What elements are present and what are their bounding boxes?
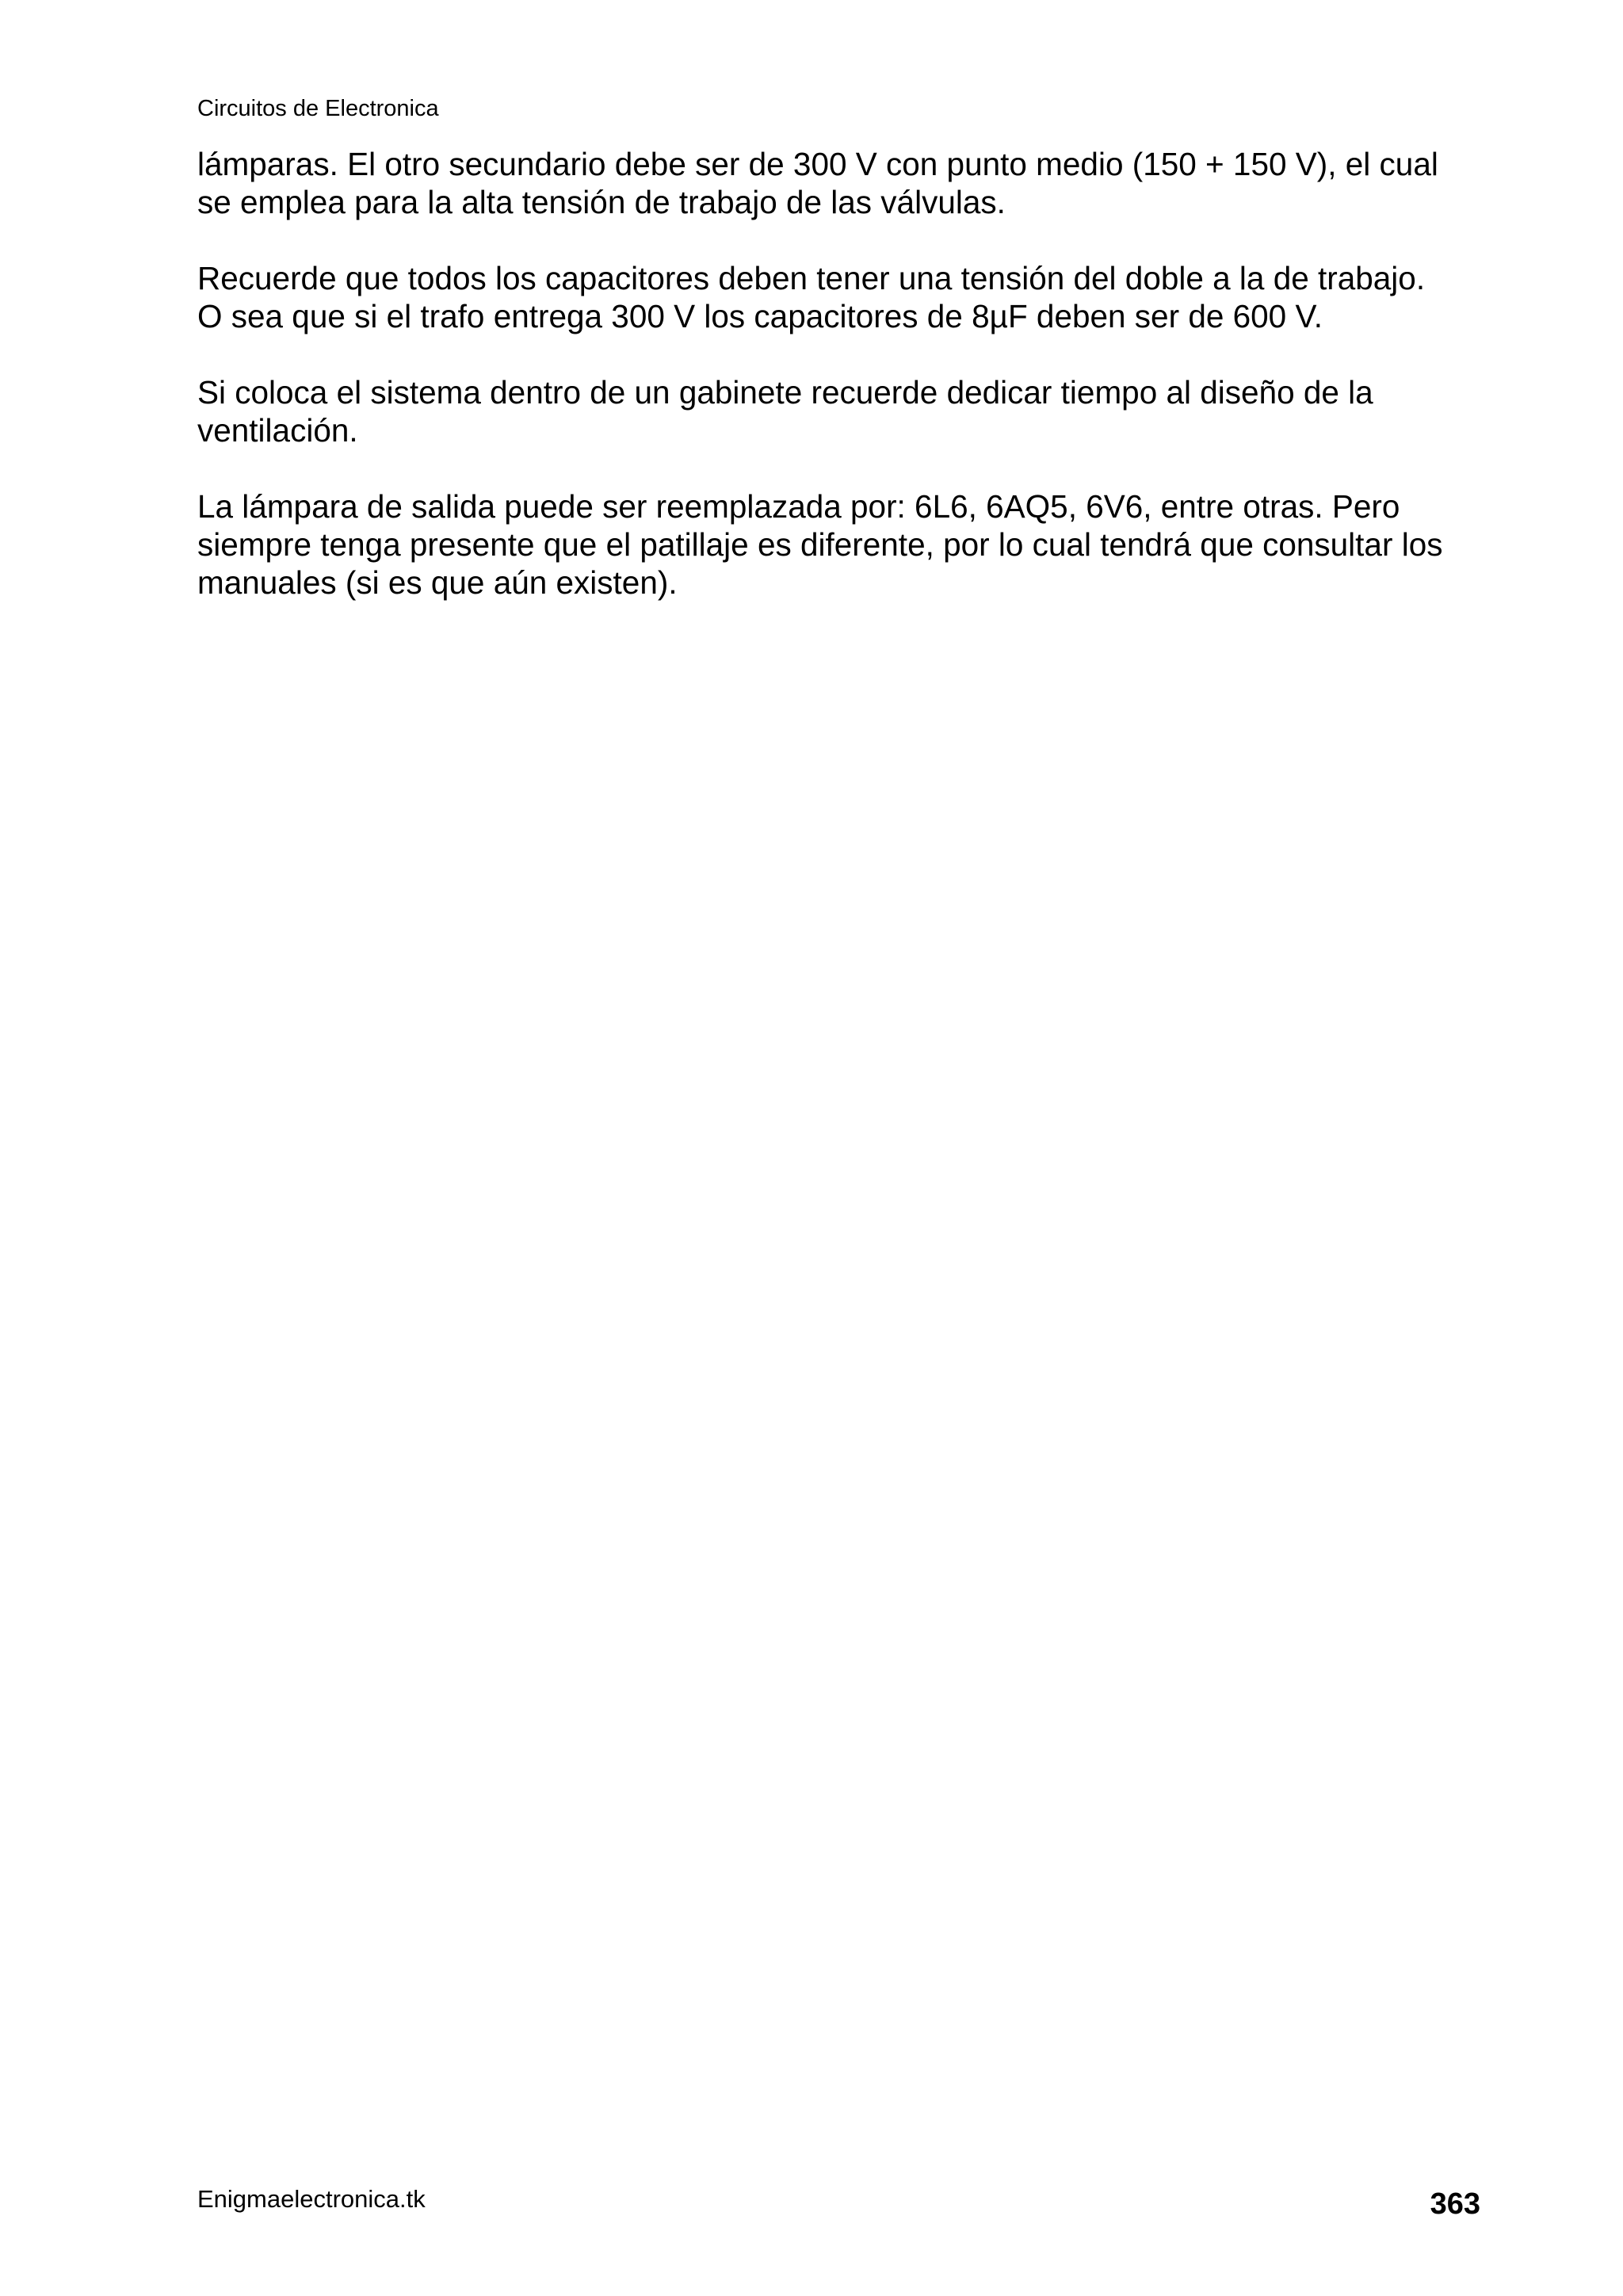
footer-site: Enigmaelectronica.tk [197,2185,426,2213]
running-header: Circuitos de Electronica [197,96,439,121]
paragraph-1-line-2: se emplea para la alta tensión de trabajo de las válvulas. [197,184,1006,220]
paragraph-3-line-2: ventilación. [197,412,358,449]
paragraph-4-line-3: manuales (si es que aún existen). [197,564,678,601]
paragraph-2-line-1: Recuerde que todos los capacitores deben tener una tensión del doble a la de trabajo. [197,260,1426,296]
paragraph-3 [197,373,1497,449]
paragraph-2-line-2: O sea que si el trafo entrega 300 V los capacitores de 8µF deben ser de 600 V. [197,298,1323,334]
paragraph-2 [197,259,1497,335]
paragraph-4-line-1: La lámpara de salida puede ser reemplazada por: 6L6, 6AQ5, 6V6, entre otras. Pero [197,488,1400,525]
paragraph-3-line-1: Si coloca el sistema dentro de un gabinete recuerde dedicar tiempo al diseño de la [197,374,1373,411]
body-text [197,145,1497,640]
paragraph-4 [197,487,1497,602]
paragraph-1 [197,145,1497,221]
page-number: 363 [1430,2187,1480,2221]
paragraph-4-line-2: siempre tenga presente que el patillaje es diferente, por lo cual tendrá que consultar los [197,526,1443,563]
paragraph-1-line-1: lámparas. El otro secundario debe ser de 300 V con punto medio (150 + 150 V), el cual [197,146,1438,182]
